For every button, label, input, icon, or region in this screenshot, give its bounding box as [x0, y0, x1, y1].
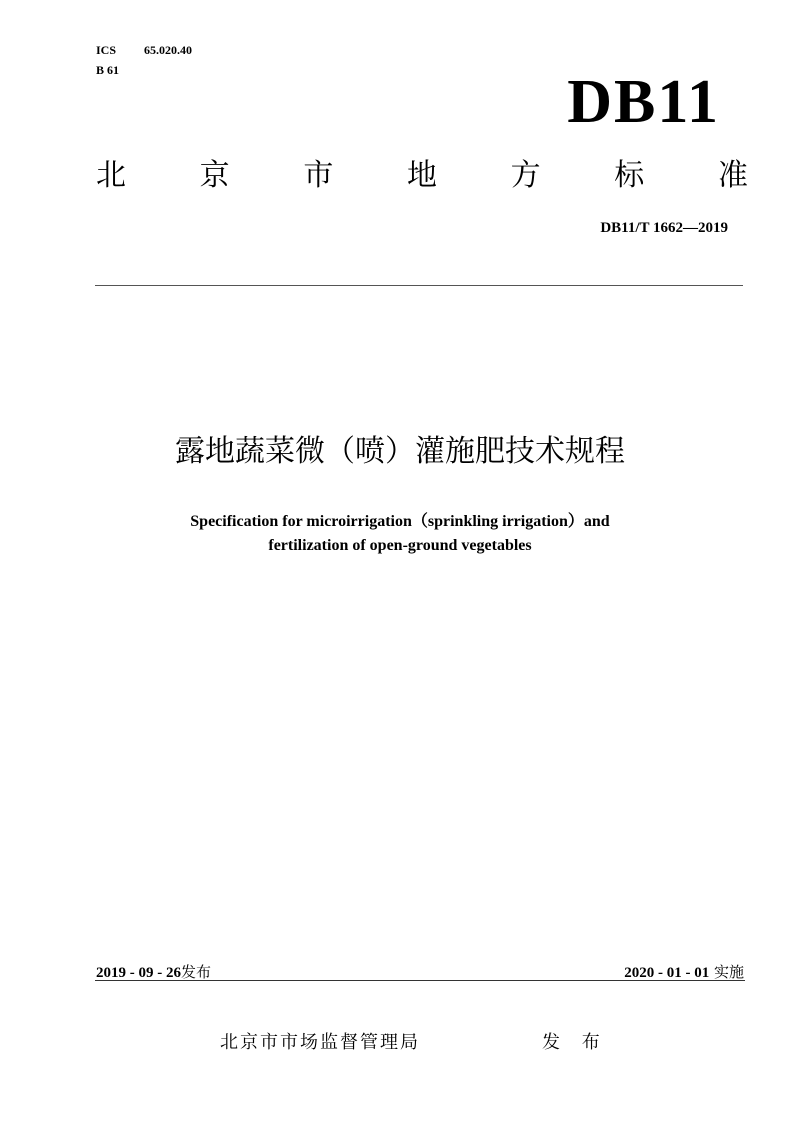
standard-type-char: 北 [96, 158, 126, 193]
ics-label: ICS [96, 43, 117, 57]
ccs-code: B 61 [96, 63, 120, 77]
standard-type-char: 京 [199, 158, 230, 193]
title-english [0, 510, 800, 558]
standard-type-char: 标 [614, 158, 645, 193]
issue-label: 发 布 [542, 1032, 608, 1053]
header-divider [95, 285, 743, 286]
standard-code: DB11 [567, 68, 720, 136]
standard-type [96, 156, 748, 196]
standard-type-char: 市 [303, 158, 334, 193]
date-divider [95, 980, 745, 981]
publish-date: 2019 - 09 - 26 [96, 965, 181, 981]
implement-label: 实施 [713, 963, 744, 981]
standard-type-char: 地 [406, 158, 437, 193]
standard-type-char: 方 [510, 158, 541, 193]
implement-date: 2020 - 01 - 01 [624, 965, 710, 981]
ics-line [96, 42, 192, 58]
title-english-line1: Specification for microirrigation（sprinkling irrigation）and [190, 513, 610, 530]
standard-number: DB11/T 1662—2019 [600, 220, 728, 236]
title-english-line2: fertilization of open-ground vegetables [268, 537, 532, 554]
standard-type-char: 准 [717, 158, 748, 193]
issuing-authority: 北京市市场监督管理局 [220, 1032, 420, 1053]
title-chinese: 露地蔬菜微（喷）灌施肥技术规程 [175, 434, 625, 469]
ics-code: 65.020.40 [144, 43, 193, 57]
publish-label: 发布 [181, 963, 212, 981]
